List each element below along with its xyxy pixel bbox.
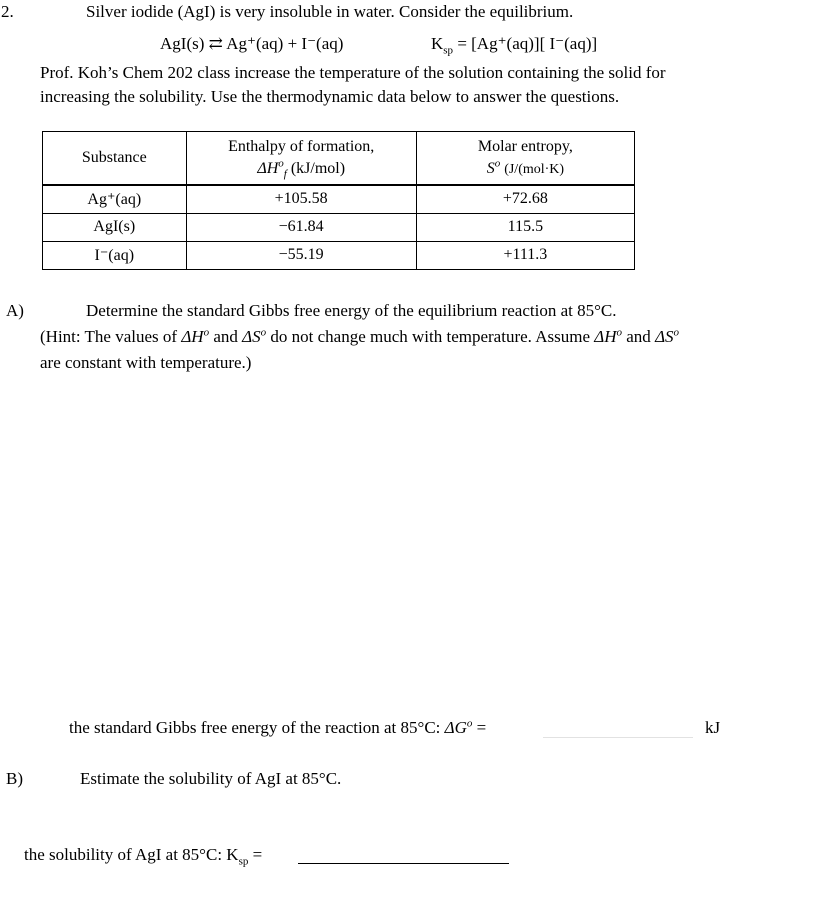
part-b-answer-label: the solubility of AgI at 85°C: $K_{sp}$ = xyxy=(24,845,263,868)
part-a-label: A) xyxy=(6,301,24,320)
header-entropy xyxy=(416,132,634,186)
header-enthalpy-symbol: $\Delta H^o_f$ (kJ/mol) xyxy=(257,157,346,181)
cell-entropy: 115.5 xyxy=(416,213,634,241)
part-a-answer-field[interactable] xyxy=(543,737,693,738)
reaction-products: Ag⁺(aq) + I⁻(aq) xyxy=(226,34,344,53)
header-substance: Substance xyxy=(43,132,187,186)
ksp-expression-rhs: = [Ag⁺(aq)][ I⁻(aq)] xyxy=(457,34,598,53)
table-row xyxy=(43,213,635,241)
part-a-answer-unit: kJ xyxy=(705,718,721,737)
ksp-answer-symbol: $K_{sp}$ xyxy=(226,845,249,868)
question-number: 2. xyxy=(1,2,14,21)
context-line-1: Prof. Koh’s Chem 202 class increase the temperature of the solution containing the solid for xyxy=(40,63,666,82)
ksp-symbol: K xyxy=(431,34,444,53)
table-row xyxy=(43,185,635,213)
delta-g-symbol: $\Delta G^o$ xyxy=(444,717,473,737)
cell-substance: AgI(s) xyxy=(43,213,187,241)
cell-enthalpy: −55.19 xyxy=(186,241,416,269)
header-entropy-symbol: $S^o$ (J/(mol·K) xyxy=(486,157,565,177)
equilibrium-reaction xyxy=(160,34,343,54)
delta-h-symbol: $\Delta H^o$ xyxy=(181,326,210,346)
part-a-prompt: Determine the standard Gibbs free energy of the equilibrium reaction at 85°C. xyxy=(86,301,617,320)
header-enthalpy xyxy=(186,132,416,186)
part-b-prompt: Estimate the solubility of AgI at 85°C. xyxy=(80,769,342,788)
context-line-2: increasing the solubility. Use the thermodynamic data below to answer the questions. xyxy=(40,87,620,106)
ksp-expression xyxy=(431,34,598,57)
header-enthalpy-title: Enthalpy of formation, xyxy=(228,138,375,155)
ksp-subscript: sp xyxy=(443,44,454,57)
part-b-label: B) xyxy=(6,769,23,788)
part-b-answer-field[interactable] xyxy=(298,863,509,864)
part-a-hint-line-2: are constant with temperature.) xyxy=(40,353,252,372)
question-intro: Silver iodide (AgI) is very insoluble in water. Consider the equilibrium. xyxy=(86,2,574,21)
cell-enthalpy: −61.84 xyxy=(186,213,416,241)
equilibrium-arrow-icon: ⇄ xyxy=(208,34,223,53)
reaction-reactant: AgI(s) xyxy=(160,34,205,53)
cell-entropy: +72.68 xyxy=(416,185,634,213)
thermo-data-table xyxy=(42,131,635,270)
part-a-answer-label: the standard Gibbs free energy of the reaction at 85°C: $\Delta G^o$ = xyxy=(69,717,487,737)
table-row xyxy=(43,241,635,269)
cell-substance: Ag⁺(aq) xyxy=(43,185,187,213)
part-a-hint-line-1: (Hint: The values of $\Delta H^o$ and $\Delta S^o$ do not change much with temperature. Assume $\Delta H^o$ and $\Delta S^o$ xyxy=(40,326,680,346)
cell-enthalpy: +105.58 xyxy=(186,185,416,213)
header-entropy-title: Molar entropy, xyxy=(477,137,573,155)
cell-substance: I⁻(aq) xyxy=(43,241,187,269)
delta-s-symbol: $\Delta S^o$ xyxy=(242,326,267,346)
cell-entropy: +111.3 xyxy=(416,241,634,269)
